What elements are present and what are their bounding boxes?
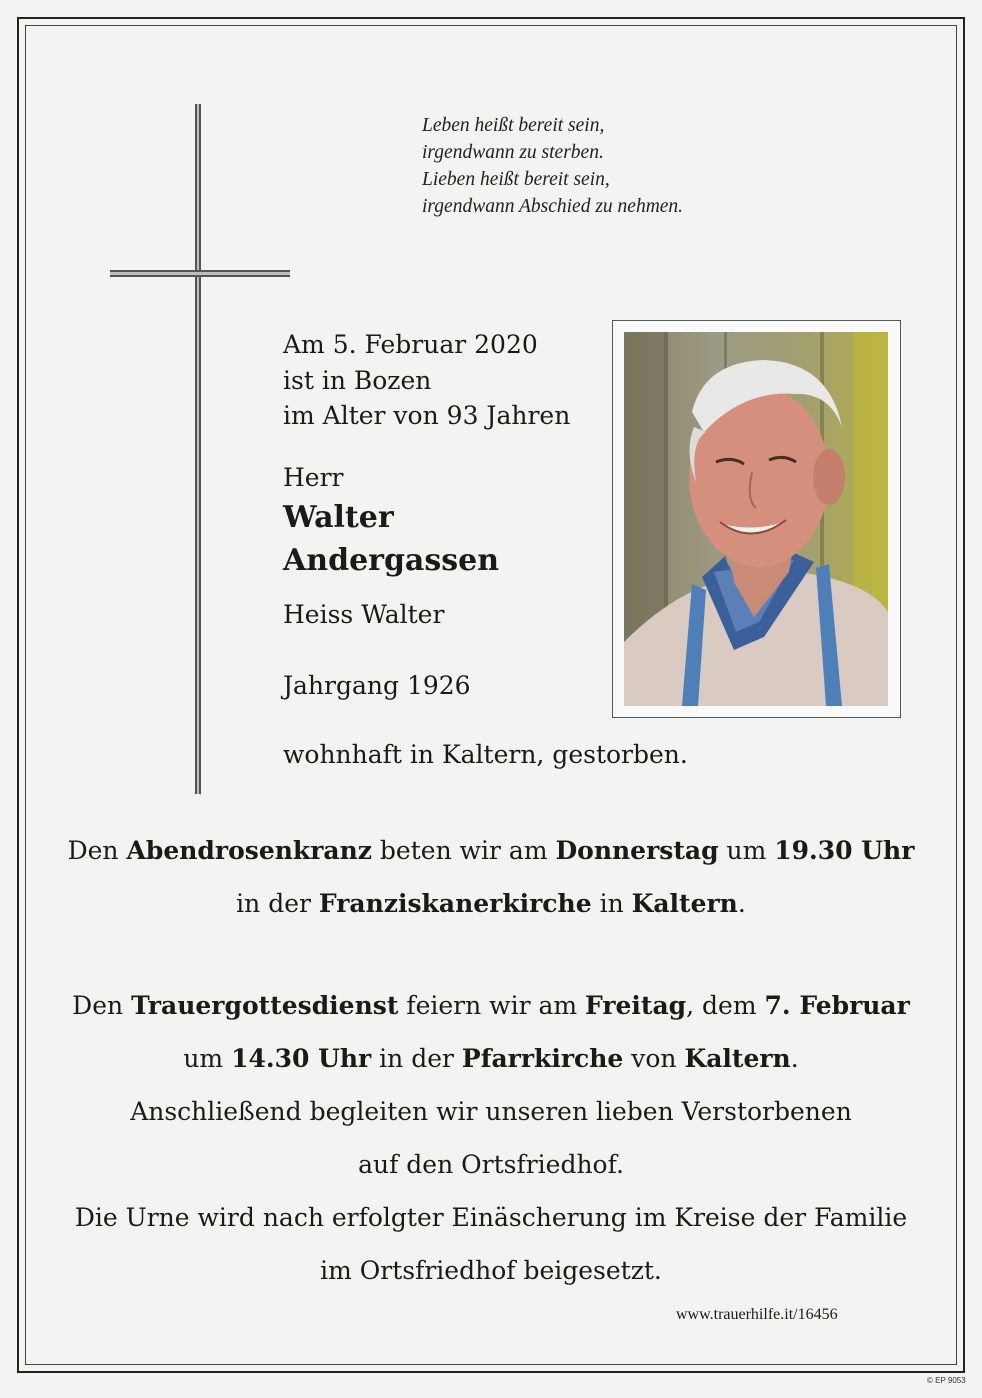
website-link[interactable]: www.trauerhilfe.it/16456 [676,1306,838,1323]
portrait-photo [624,332,888,706]
death-place: ist in Bozen [283,366,432,395]
cross-icon [195,104,201,794]
funeral-line-2: um 14.30 Uhr in der Pfarrkirche von Kaltern. [183,1044,799,1073]
funeral-line-6: im Ortsfriedhof beigesetzt. [320,1256,662,1285]
residence: wohnhaft in Kaltern, gestorben. [283,740,688,769]
death-date: Am 5. Februar 2020 [283,330,538,359]
salutation: Herr [283,463,344,492]
cross-bar [110,270,290,277]
quote-line: irgendwann zu sterben. [422,142,604,163]
funeral-line-1: Den Trauergottesdienst feiern wir am Freitag, dem 7. Februar [72,991,910,1020]
age-at-death: im Alter von 93 Jahren [283,401,571,430]
rosary-line-1: Den Abendrosenkranz beten wir am Donnerstag um 19.30 Uhr [67,836,915,865]
first-name: Walter [283,500,394,535]
nickname: Heiss Walter [283,600,445,629]
last-name: Andergassen [283,543,500,578]
birth-year: Jahrgang 1926 [283,671,471,700]
quote-line: Leben heißt bereit sein, [422,115,605,136]
rosary-line-2: in der Franziskanerkirche in Kaltern. [236,889,746,918]
memorial-quote [422,112,683,220]
print-code: © EP 9053 [927,1376,966,1385]
funeral-line-4: auf den Ortsfriedhof. [358,1150,624,1179]
quote-line: irgendwann Abschied zu nehmen. [422,196,684,217]
portrait-image [624,332,888,706]
funeral-line-3: Anschließend begleiten wir unseren lieben Verstorbenen [130,1097,852,1126]
quote-line: Lieben heißt bereit sein, [422,169,610,190]
funeral-line-5: Die Urne wird nach erfolgter Einäscherung im Kreise der Familie [74,1203,908,1232]
portrait-frame [612,320,901,718]
